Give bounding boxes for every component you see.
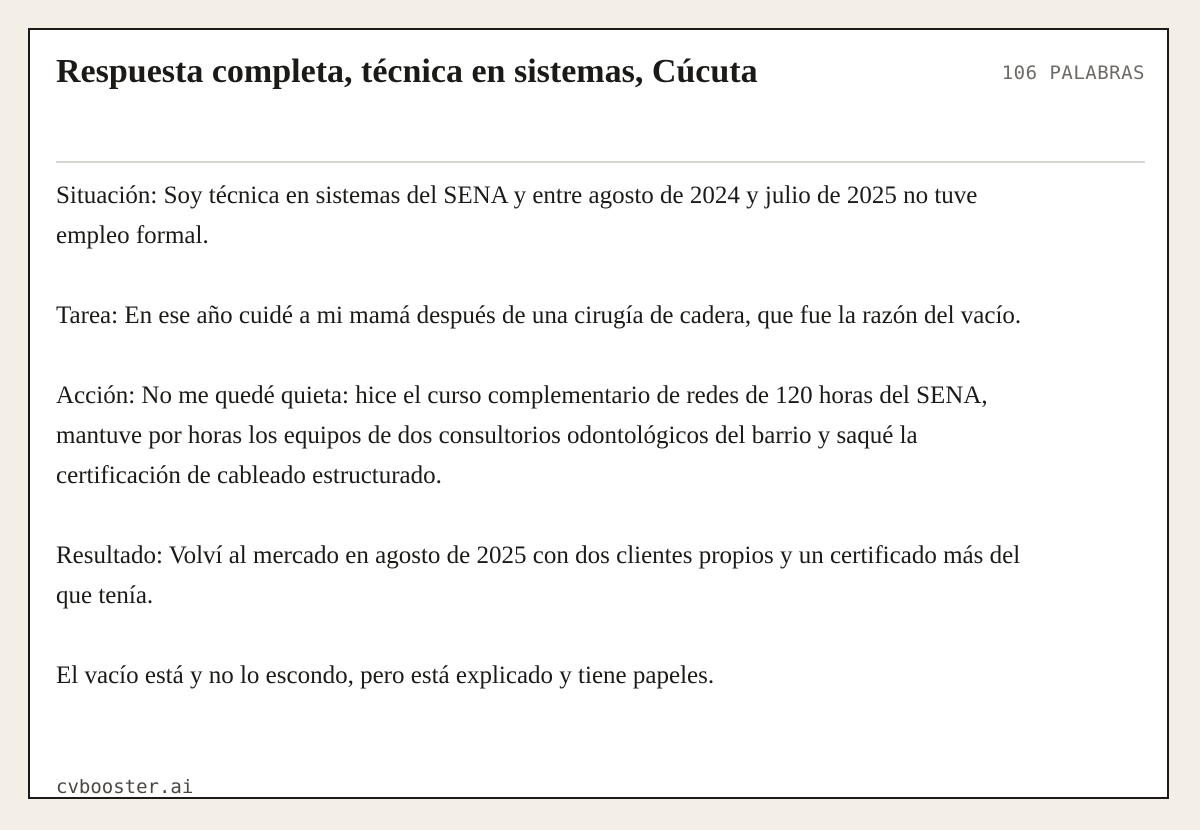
answer-card xyxy=(28,28,1169,799)
card-title: Respuesta completa, técnica en sistemas, Cúcuta xyxy=(56,53,758,90)
paragraph-conclusion: El vacío está y no lo escondo, pero está explicado y tiene papeles. xyxy=(56,662,715,689)
paragraph-situacion: Situación: Soy técnica en sistemas del SENA y entre agosto de 2024 y julio de 2025 no tuve empleo formal. xyxy=(56,182,978,249)
footer-brand: cvbooster.ai xyxy=(56,776,194,798)
paragraph-accion: Acción: No me quedé quieta: hice el curso complementario de redes de 120 horas del SENA, mantuve por horas los equipos de dos consultorios odontológicos del barrio y saqué la certificación de cableado estructurado. xyxy=(56,382,988,489)
paragraph-tarea: Tarea: En ese año cuidé a mi mamá después de una cirugía de cadera, que fue la razón del vacío. xyxy=(56,302,1022,329)
answer-body xyxy=(56,176,1046,736)
word-count-badge: 106 PALABRAS xyxy=(1001,62,1145,84)
card-header xyxy=(56,30,1145,163)
paragraph-resultado: Resultado: Volví al mercado en agosto de 2025 con dos clientes propios y un certificado más del que tenía. xyxy=(56,542,1021,609)
